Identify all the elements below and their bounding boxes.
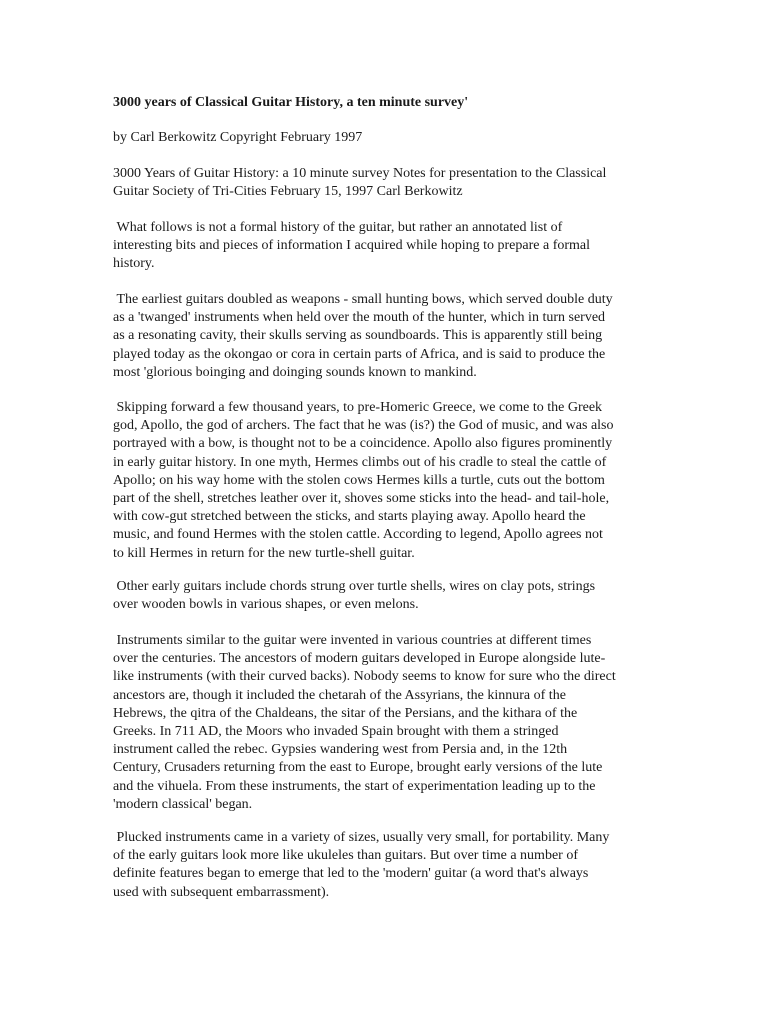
paragraph-apollo-hermes: Skipping forward a few thousand years, to pre-Homeric Greece, we come to the Greek god, Apollo, the god of archers. The fact that he was (is?) the God of music, and was also portrayed with a bow, is thought not to be a coincidence. Apollo also figures prominently in early guitar history. In one myth, Hermes climbs out of his cradle to steal the cattle of Apollo; on his way home with the stolen cows Hermes kills a turtle, cuts out the bottom part of the shell, stretches leather over it, shoves some sticks into the head- and tail-hole, with cow-gut stretched between the sticks, and starts playing away. Apollo heard the music, and found Hermes with the stolen cattle. According to legend, Apollo agrees not to kill Hermes in return for the new turtle-shell guitar. — [113, 400, 614, 561]
paragraph-presentation-notes: 3000 Years of Guitar History: a 10 minute survey Notes for presentation to the Classical Guitar Society of Tri-Cities February 15, 1997 Carl Berkowitz — [113, 166, 607, 200]
document-title: 3000 years of Classical Guitar History, a ten minute survey' — [113, 95, 469, 110]
document-byline: by Carl Berkowitz Copyright February 1997 — [113, 130, 363, 145]
paragraph-earliest-guitars: The earliest guitars doubled as weapons - small hunting bows, which served double duty as a 'twanged' instruments when held over the mouth of the hunter, which in turn served as a resonating cavity, their skulls serving as soundboards. This is apparently still being played today as the okongao or cora in certain parts of Africa, and is said to produce the most 'glorious boinging and doinging sounds known to mankind. — [113, 292, 613, 380]
paragraph-introduction: What follows is not a formal history of the guitar, but rather an annotated list of interesting bits and pieces of information I acquired while hoping to prepare a formal history. — [113, 220, 591, 272]
paragraph-plucked-instruments: Plucked instruments came in a variety of sizes, usually very small, for portability. Many of the early guitars look more like ukuleles than guitars. But over time a number of definite features began to emerge that led to the 'modern' guitar (a word that's always used with subsequent embarrassment). — [113, 830, 610, 900]
paragraph-other-early-guitars: Other early guitars include chords strung over turtle shells, wires on clay pots, strings over wooden bowls in various shapes, or even melons. — [113, 579, 596, 613]
paragraph-instrument-ancestors: Instruments similar to the guitar were invented in various countries at different times over the centuries. The ancestors of modern guitars developed in Europe alongside lute- like instruments (with their curved backs). Nobody seems to know for sure who the direct ancestors are, though it included the chetarah of the Assyrians, the kinnura of the Hebrews, the qitra of the Chaldeans, the sitar of the Persians, and the kithara of the Greeks. In 711 AD, the Moors who invaded Spain brought with them a stringed instrument called the rebec. Gypsies wandering west from Persia and, in the 12th Century, Crusaders returning from the east to Europe, brought early versions of the lute and the vihuela. From these instruments, the start of experimentation leading up to the 'modern classical' began. — [113, 633, 616, 812]
